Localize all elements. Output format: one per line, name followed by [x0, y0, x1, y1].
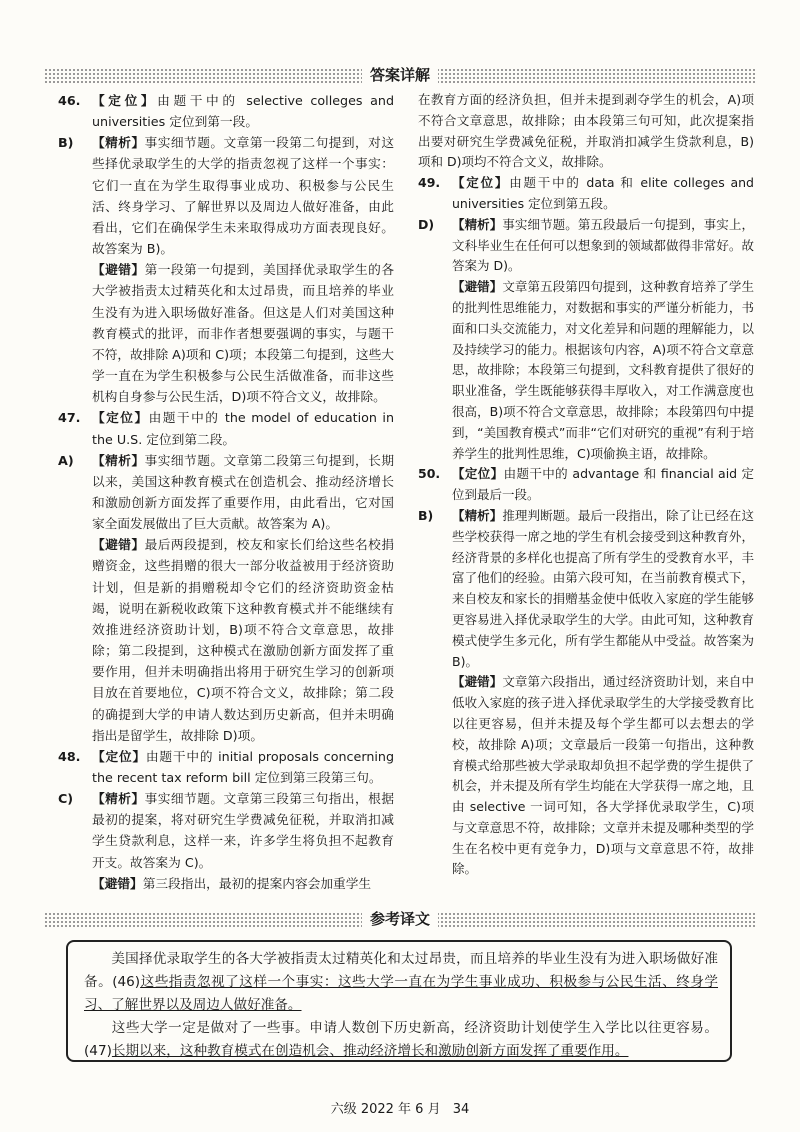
body-text: 事实细节题。文章第一段第二句提到，对这些择优录取学生的大学的指责忽视了这样一个事实：它们一直在为学生取得事业成功、积极参与公民生活、终身学习、了解世界以及周边人做好准备，由此看出，它们在确保学生未来取得成功方面表现良好。故答案为 B)。: [92, 135, 395, 257]
question-number: 48.: [58, 748, 81, 764]
body-text: 事实细节题。第五段最后一句提到，事实上，文科毕业生在任何可以想象到的领域都做得非常好。故答案为 D)。: [452, 216, 754, 274]
section-tag: 【避错】: [452, 279, 503, 295]
section-tag: 【精析】: [92, 452, 145, 468]
section-tag: 【定位】: [92, 410, 149, 426]
body-text: 文章第六段指出，通过经济资助计划，来自中低收入家庭的孩子进入择优录取学生的大学接受教育比以往更容易，但并未提及每个学生都可以去想去的学校，故排除 A)项；文章最后一段第一句指出，这种教育模式给那些被大学录取却负担不起学费的学生提供了机会，并未提及所有学生均能在大学获得一席之地，且由 selective 一词可知，各大学择优录取学生，C)项与文章意思不符，故排除；文章并未提及哪种类型的学生在名校中更有竞争力，D)项与文章意思不符，故排除。: [452, 674, 754, 877]
answer-paragraph: [58, 873, 394, 894]
question-number: B): [58, 135, 74, 151]
body-text: 事实细节题。文章第三段第三句指出，根据最初的提案，将对研究生学费减免征税，并取消扣减学生贷款利息，这样一来，许多学生将负担不起教育开支。故答案为 C)。: [92, 791, 395, 870]
answer-paragraph: [418, 277, 754, 464]
answer-block: [58, 450, 394, 535]
answer-block: [58, 788, 394, 873]
question-number: 46.: [58, 93, 81, 108]
answer-text: [92, 450, 394, 535]
answer-block: [418, 464, 754, 506]
answer-block: [58, 132, 394, 259]
translation-band: [44, 912, 756, 928]
body-text: 推理判断题。最后一段指出，除了让已经在这些学校获得一席之地的学生有机会接受到这种教育外，经济背景的多样化也提高了所有学生的受教育水平，丰富了他们的经验。由第六段可知，在当前教育模式下，来自校友和家长的捐赠基金使中低收入家庭的学生能够更容易进入择优录取学生的大学。由此可知，这种教育模式使学生多元化，所有学生都能从中受益。故答案为 B)。: [452, 507, 754, 669]
answer-text: [452, 506, 754, 672]
body-text: 第一段第一句提到，美国择优录取学生的各大学被指责太过精英化和太过昂贵，而且培养的毕业生没有为进入职场做好准备。但这是人们对美国这种教育模式的批评，而非作者想要强调的事实，与题干不符，故排除 A)项和 C)项；本段第二句提到，这些大学一直在为学生积极参与公民生活做准备，而非这些机构自身参与公民生活，D)项不符合文义，故排除。: [92, 262, 395, 405]
answer-paragraph: [418, 90, 754, 173]
question-marker: (47): [84, 1043, 112, 1059]
question-number: C): [58, 791, 74, 807]
body-text: 由题干中的 initial proposals concerning the recent tax reform bill 定位到第三段第三句。: [92, 748, 394, 785]
body-text: 由题干中的 the model of education in the U.S. 定位到第二段。: [92, 410, 394, 447]
question-number: D): [418, 216, 435, 232]
right-column: [418, 90, 754, 880]
section-tag: 【精析】: [452, 216, 503, 232]
translation-text: 这些大学一定是做对了一些事。申请人数创下历史新高，经济资助计划使学生入学比以往更容易。: [111, 1020, 718, 1036]
translation-box: [66, 940, 732, 1062]
answer-paragraph: [418, 672, 754, 880]
answer-block: [58, 746, 394, 788]
section-tag: 【定位】: [92, 748, 146, 764]
section-tag: 【精析】: [92, 135, 145, 151]
underlined-sentence: 这些指责忽视了这样一个事实：这些大学一直在为学生事业成功、积极参与公民生活、终身学习、了解世界以及周边人做好准备。: [84, 974, 719, 1013]
answer-block: [58, 90, 394, 132]
left-column: [58, 90, 394, 894]
body-text: 在教育方面的经济负担，但并未提到剥夺学生的机会，A)项不符合文章意思，故排除；由本段第三句可知，此次提案指出要对研究生学费减免征税，并取消扣减学生贷款利息，B)项和 D)项均不符合文义，故排除。: [418, 92, 754, 170]
section-tag: 【避错】: [92, 875, 143, 891]
answer-text: [92, 746, 394, 788]
section-tag: 【避错】: [92, 262, 145, 278]
answer-text: [452, 173, 754, 215]
answer-block: [418, 506, 754, 672]
body-text: 第三段指出，最初的提案内容会加重学生: [142, 875, 372, 891]
answer-text: [92, 90, 394, 132]
page-number: 34: [452, 1102, 470, 1117]
answer-paragraph: [58, 534, 394, 746]
section-tag: 【定位】: [92, 93, 158, 108]
answer-text: [452, 464, 754, 506]
section-title: 答案详解: [362, 65, 438, 85]
body-text: 由题干中的 advantage 和 financial aid 定位到最后一段。: [452, 466, 754, 503]
translation-paragraph: [84, 948, 718, 1017]
body-text: 事实细节题。文章第二段第三句提到，长期以来，美国这种教育模式在创造机会、推动经济增长和激励创新方面发挥了重要作用，由此看出，它对国家全面发展做出了巨大贡献。故答案为 A)。: [92, 452, 395, 532]
answer-text: [92, 788, 394, 873]
answer-paragraph: [58, 259, 394, 407]
question-number: 49.: [418, 175, 441, 191]
body-text: 最后两段提到，校友和家长们给这些名校捐赠资金，这些捐赠的很大一部分收益被用于经济资助计划，但是新的捐赠税却令它们的经济资助资金枯竭，说明在新税收政策下这种教育模式并不能继续有效推进经济资助计划，B)项不符合文章意思，故排除；第二段提到，这种模式在激励创新方面发挥了重要作用，但并未明确指出将用于研究生学习的创新项目放在首要地位，C)项不符合文义，故排除；第二段的确提到大学的申请人数达到历史新高，但并未明确指出是留学生，故排除 D)项。: [92, 537, 395, 743]
section-tag: 【定位】: [452, 175, 510, 191]
section-tag: 【避错】: [452, 674, 503, 690]
question-number: B): [418, 507, 434, 523]
answer-block: [418, 173, 754, 215]
answer-block: [418, 215, 754, 277]
header-band: [44, 68, 756, 84]
body-text: 文章第五段第四句提到，这种教育培养了学生的批判性思维能力，对数据和事实的严谨分析能力，书面和口头交流能力，对文化差异和问题的理解能力，以及持续学习的能力。根据该句内容，A)项不符合文章意思，故排除；本段第三句提到，文科教育提供了很好的职业准备，学生既能够获得丰厚收入，对工作满意度也很高，B)项不符合文章意思，故排除；本段第四句中提到，“美国教育模式”而非“它们对研究的重视”有利于培养学生的批判性思维，C)项偷换主语，故排除。: [452, 279, 754, 461]
answer-text: [452, 215, 754, 277]
answer-text: [92, 132, 394, 259]
body-text: 由题干中的 selective colleges and universities 定位到第一段。: [92, 93, 395, 130]
section-tag: 【精析】: [452, 507, 503, 523]
question-number: A): [58, 452, 74, 468]
question-number: 50.: [418, 466, 441, 482]
section-tag: 【精析】: [92, 791, 145, 807]
translation-title: 参考译文: [362, 909, 438, 929]
translation-paragraph: [84, 1017, 718, 1063]
body-text: 由题干中的 data 和 elite colleges and universities 定位到第五段。: [452, 175, 754, 211]
answer-block: [58, 407, 394, 449]
section-tag: 【定位】: [452, 466, 504, 482]
answer-text: [92, 407, 394, 449]
question-marker: (46): [112, 974, 141, 990]
translation-text: 美国择优录取学生的各大学被指责太过精英化和太过昂贵，而且培养的毕业生没有为进入职场做好准备。: [84, 951, 718, 990]
footer-label: 六级 2022 年 6 月: [330, 1102, 441, 1117]
page-footer: [0, 1098, 800, 1117]
section-tag: 【避错】: [92, 537, 145, 553]
question-number: 47.: [58, 410, 81, 426]
underlined-sentence: 长期以来，这种教育模式在创造机会、推动经济增长和激励创新方面发挥了重要作用。: [111, 1043, 629, 1059]
